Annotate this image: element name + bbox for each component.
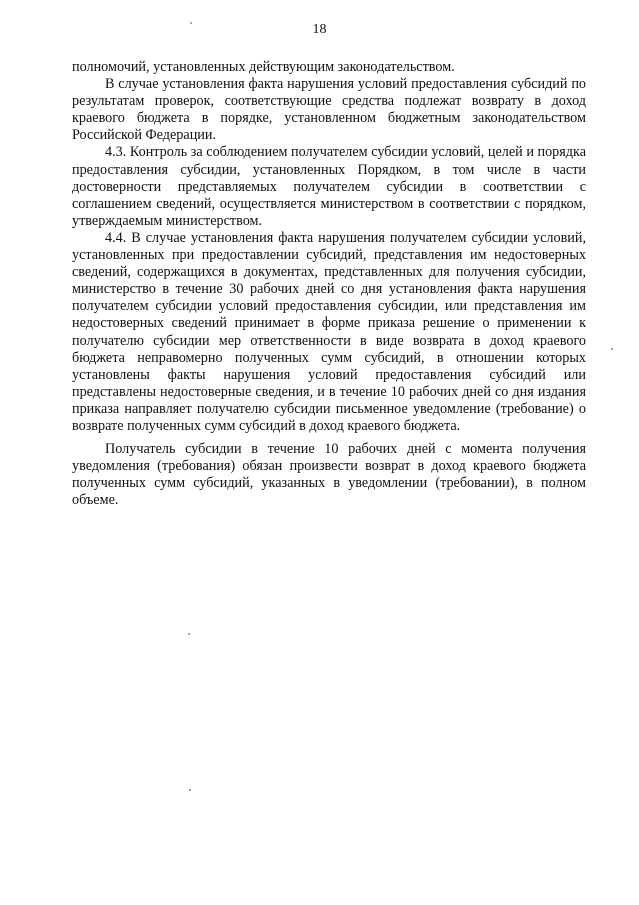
paragraph-recipient-obligation: Получатель субсидии в течение 10 рабочих дней с момента получения уведомления (требования) обязан произвести возврат в доход краевого бюджета полученных сумм субсидий, указанных в уведомлении (требовании), в полном объеме. <box>72 441 586 509</box>
scan-speck <box>611 348 613 350</box>
paragraph-continuation: полномочий, установленных действующим законодательством. <box>72 59 455 75</box>
scan-speck <box>189 789 191 791</box>
paragraph-4-4-liability: 4.4. В случае установления факта нарушения получателем субсидии условий, установленных при предоставлении субсидий, представления им недостоверных сведений, содержащихся в документах, представленных для получения субсидии, министерство в течение 30 рабочих дней со дня установления факта нарушения получателем субсидии условий предоставления субсидии, или представления им недостоверных сведений принимает в форме приказа решение о применении к получателю субсидии мер ответственности в виде возврата в доход краевого бюджета неправомерно полученных сумм субсидий, в отношении которых установлены факты нарушения условий предоставления субсидий или представлены недостоверные сведения, и в течение 10 рабочих дней со дня издания приказа направляет получателю субсидии письменное уведомление (требование) о возврате полученных сумм субсидий в доход краевого бюджета. <box>72 229 586 434</box>
paragraph-4-3-control: 4.3. Контроль за соблюдением получателем субсидии условий, целей и порядка предоставления субсидии, установленных Порядком, в том числе в части достоверности представляемых получателем субсидии в соответствии с соглашением сведений, осуществляется министерством в соответствии с порядком, утверждаемым министерством. <box>72 144 586 229</box>
scan-speck <box>190 22 192 24</box>
paragraph-refund-on-violation: В случае установления факта нарушения условий предоставления субсидий по результатам проверок, соответствующие средства подлежат возврату в доход краевого бюджета в порядке, установленном бюджетным законодательством Российской Федерации. <box>72 76 586 144</box>
scan-speck <box>188 633 190 635</box>
document-body <box>72 59 586 509</box>
page-number: 18 <box>312 22 327 37</box>
